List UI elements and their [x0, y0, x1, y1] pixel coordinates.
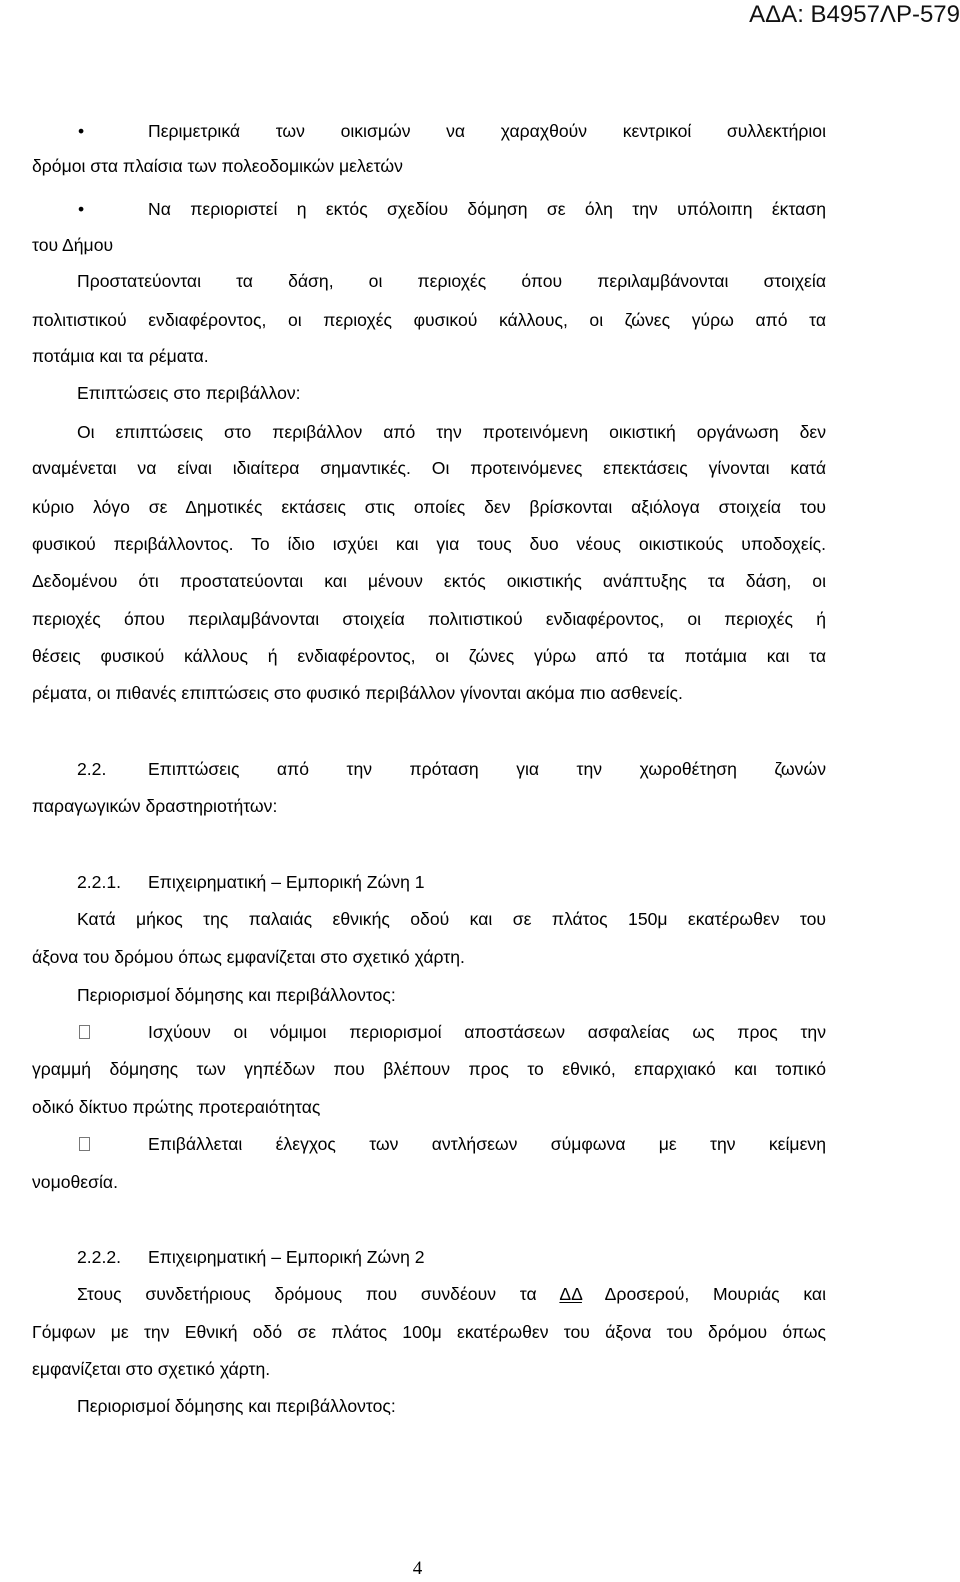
impacts-line-2: αναμένεται να είναι ιδιαίτερα σημαντικές. Οι προτεινόμενες επεκτάσεις γίνονται κατά [32, 458, 826, 478]
impacts-line-3: κύριο λόγο σε Δημοτικές εκτάσεις στις οποίες δεν βρίσκονται αξιόλογα στοιχεία του [32, 497, 826, 517]
protection-line-3: ποτάμια και τα ρέματα. [32, 346, 209, 366]
zone-1-item-1-line-3: οδικό δίκτυο πρώτης προτεραιότητας [32, 1097, 321, 1117]
bullet-2-line-2: του Δήμου [32, 235, 114, 255]
zone-1-item-2-line-1: Επιβάλλεται έλεγχος των αντλήσεων σύμφωνα με την κείμενη [148, 1134, 826, 1154]
zone-1-restrictions-heading: Περιορισμοί δόμησης και περιβάλλοντος: [77, 985, 396, 1005]
section-2-2-title-cont: παραγωγικών δραστηριοτήτων: [32, 796, 278, 816]
zone-2-desc-line-2: Γόμφων με την Εθνική οδό σε πλάτος 100μ εκατέρωθεν του άξονα του δρόμου όπως [32, 1322, 826, 1342]
zone-2-desc-after: Δροσερού, Μουριάς και [581, 1284, 826, 1304]
impacts-line-8: ρέματα, οι πιθανές επιπτώσεις στο φυσικό περιβάλλον γίνονται ακόμα πιο ασθενείς. [32, 683, 683, 703]
zone-2-title: Επιχειρηματική – Εμπορική Ζώνη 2 [148, 1247, 425, 1267]
zone-1-item-2-line-2: νομοθεσία. [32, 1172, 118, 1192]
zone-1-item-1-line-1: Ισχύουν οι νόμιμοι περιορισμοί αποστάσεων ασφαλείας ως προς την [148, 1022, 826, 1042]
zone-2-restrictions-heading: Περιορισμοί δόμησης και περιβάλλοντος: [77, 1396, 396, 1416]
zone-2-desc-underlined: ΔΔ [559, 1284, 582, 1304]
zone-2-desc-line-3: εμφανίζεται στο σχετικό χάρτη. [32, 1359, 271, 1379]
checkbox-bullet-icon [79, 1025, 90, 1039]
impacts-heading: Επιπτώσεις στο περιβάλλον: [77, 383, 301, 403]
zone-1-desc-line-1: Κατά μήκος της παλαιάς εθνικής οδού και σε πλάτος 150μ εκατέρωθεν του [77, 909, 826, 929]
impacts-line-6: περιοχές όπου περιλαμβάνονται στοιχεία πολιτιστικού ενδιαφέροντος, οι περιοχές ή [32, 609, 826, 629]
impacts-line-5: Δεδομένου ότι προστατεύονται και μένουν εκτός οικιστικής ανάπτυξης τα δάση, οι [32, 571, 826, 591]
bullet-icon: • [78, 199, 85, 219]
checkbox-bullet-icon [79, 1137, 90, 1151]
section-2-2-number: 2.2. [77, 759, 107, 779]
bullet-1-line-1: Περιμετρικά των οικισμών να χαραχθούν κεντρικοί συλλεκτήριοι [148, 121, 826, 141]
protection-line-2: πολιτιστικού ενδιαφέροντος, οι περιοχές φυσικού κάλλους, οι ζώνες γύρω από τα [32, 310, 826, 330]
zone-2-desc-line-1 [77, 1283, 826, 1305]
impacts-line-4: φυσικού περιβάλλοντος. Το ίδιο ισχύει και για τους δυο νέους οικιστικούς υποδοχείς. [32, 534, 826, 554]
section-2-2-title: Επιπτώσεις από την πρόταση για την χωροθέτηση ζωνών [148, 759, 826, 779]
zone-1-title: Επιχειρηματική – Εμπορική Ζώνη 1 [148, 872, 425, 892]
bullet-icon: • [78, 121, 85, 141]
page-number: 4 [412, 1558, 423, 1579]
zone-2-number: 2.2.2. [77, 1247, 122, 1267]
zone-1-desc-line-2: άξονα του δρόμου όπως εμφανίζεται στο σχετικό χάρτη. [32, 947, 465, 967]
impacts-line-7: θέσεις φυσικού κάλλους ή ενδιαφέροντος, οι ζώνες γύρω από τα ποτάμια και τα [32, 646, 826, 666]
bullet-2-line-1: Να περιοριστεί η εκτός σχεδίου δόμηση σε όλη την υπόλοιπη έκταση [148, 199, 826, 219]
ada-document-id: ΑΔΑ: Β4957ΛΡ-579 [749, 1, 960, 28]
protection-line-1: Προστατεύονται τα δάση, οι περιοχές όπου περιλαμβάνονται στοιχεία [77, 271, 826, 291]
zone-2-desc-before: Στους συνδετήριους δρόμους που συνδέουν τα [77, 1284, 560, 1304]
impacts-line-1: Οι επιπτώσεις στο περιβάλλον από την προτεινόμενη οικιστική οργάνωση δεν [77, 422, 826, 442]
bullet-1-line-2: δρόμοι στα πλαίσια των πολεοδομικών μελετών [32, 156, 403, 176]
zone-1-number: 2.2.1. [77, 872, 122, 892]
zone-1-item-1-line-2: γραμμή δόμησης των γηπέδων που βλέπουν προς το εθνικό, επαρχιακό και τοπικό [32, 1059, 826, 1079]
